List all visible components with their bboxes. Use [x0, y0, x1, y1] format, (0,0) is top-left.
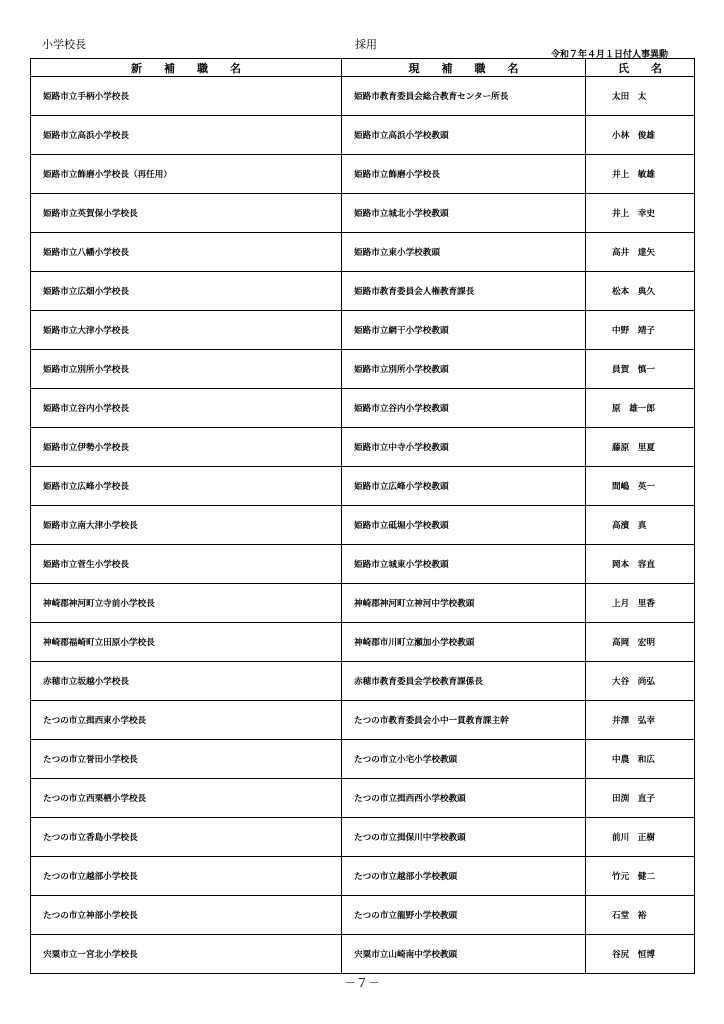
name-cell: 前川 正樹	[586, 818, 695, 857]
name-cell: 小林 俊雄	[586, 116, 695, 155]
current-post-cell: 姫路市立谷内小学校教頭	[342, 389, 586, 428]
current-post-cell: 姫路市立飾磨小学校長	[342, 155, 586, 194]
name-cell: 田渕 直子	[586, 779, 695, 818]
category-label: 小学校長	[42, 38, 86, 51]
effective-date: 令和７年４月１日付人事異動	[550, 50, 668, 60]
new-post-cell: 姫路市立広峰小学校長	[31, 467, 342, 506]
table-row	[31, 116, 695, 155]
current-post-cell: たつの市教育委員会小中一貫教育課主幹	[342, 701, 586, 740]
new-post-cell: たつの市立神部小学校長	[31, 896, 342, 935]
current-post-cell: 姫路市立城東小学校教頭	[342, 545, 586, 584]
name-cell: 原 雄一郎	[586, 389, 695, 428]
current-post-cell: 赤穂市教育委員会学校教育課係長	[342, 662, 586, 701]
current-post-cell: たつの市立揖保川中学校教頭	[342, 818, 586, 857]
current-post-cell: 神崎郡神河町立神河中学校教頭	[342, 584, 586, 623]
name-cell: 竹元 健二	[586, 857, 695, 896]
table-row	[31, 896, 695, 935]
table-row	[31, 350, 695, 389]
current-post-cell: 姫路市立砥堀小学校教頭	[342, 506, 586, 545]
name-cell: 高濱 真	[586, 506, 695, 545]
name-cell: 井澤 弘幸	[586, 701, 695, 740]
table-row	[31, 233, 695, 272]
table-row	[31, 77, 695, 116]
name-cell: 岡本 容直	[586, 545, 695, 584]
name-cell: 中農 和広	[586, 740, 695, 779]
table-row	[31, 389, 695, 428]
name-cell: 松本 典久	[586, 272, 695, 311]
current-post-cell: 姫路市教育委員会人権教育課長	[342, 272, 586, 311]
name-cell: 井上 幸史	[586, 194, 695, 233]
table-row	[31, 779, 695, 818]
new-post-cell: 姫路市立南大津小学校長	[31, 506, 342, 545]
personnel-table	[30, 58, 695, 974]
page-number: －７－	[343, 976, 380, 990]
current-post-cell: 姫路市立中寺小学校教頭	[342, 428, 586, 467]
new-post-cell: 姫路市立大津小学校長	[31, 311, 342, 350]
new-post-cell: たつの市立香島小学校長	[31, 818, 342, 857]
current-post-cell: 姫路市立広峰小学校教頭	[342, 467, 586, 506]
new-post-cell: 姫路市立手柄小学校長	[31, 77, 342, 116]
column-header-name: 氏 名	[586, 59, 695, 77]
table-header-row	[31, 59, 695, 77]
current-post-cell: 宍粟市立山崎南中学校教頭	[342, 935, 586, 974]
new-post-cell: 姫路市立高浜小学校長	[31, 116, 342, 155]
new-post-cell: 赤穂市立坂越小学校長	[31, 662, 342, 701]
table-row	[31, 272, 695, 311]
table-row	[31, 545, 695, 584]
table-row	[31, 857, 695, 896]
name-cell: 藤原 里夏	[586, 428, 695, 467]
current-post-cell: 姫路市立高浜小学校教頭	[342, 116, 586, 155]
name-cell: 中野 靖子	[586, 311, 695, 350]
new-post-cell: たつの市立西栗栖小学校長	[31, 779, 342, 818]
current-post-cell: 姫路市教育委員会総合教育センター所長	[342, 77, 586, 116]
current-post-cell: たつの市立小宅小学校教頭	[342, 740, 586, 779]
table-row	[31, 428, 695, 467]
new-post-cell: 宍粟市立一宮北小学校長	[31, 935, 342, 974]
new-post-cell: 姫路市立英賀保小学校長	[31, 194, 342, 233]
name-cell: 間嶋 英一	[586, 467, 695, 506]
new-post-cell: 神崎郡福崎町立田原小学校長	[31, 623, 342, 662]
table-row	[31, 818, 695, 857]
new-post-cell: 姫路市立別所小学校長	[31, 350, 342, 389]
column-header-new-post: 新 補 職 名	[31, 59, 342, 77]
new-post-cell: たつの市立越部小学校長	[31, 857, 342, 896]
table-row	[31, 506, 695, 545]
new-post-cell: 姫路市立谷内小学校長	[31, 389, 342, 428]
current-post-cell: 神崎郡市川町立瀬加小学校教頭	[342, 623, 586, 662]
current-post-cell: 姫路市立別所小学校教頭	[342, 350, 586, 389]
new-post-cell: たつの市立揖西東小学校長	[31, 701, 342, 740]
table-row	[31, 623, 695, 662]
name-cell: 高岡 宏明	[586, 623, 695, 662]
name-cell: 上月 里香	[586, 584, 695, 623]
name-cell: 員賀 慎一	[586, 350, 695, 389]
new-post-cell: 姫路市立飾磨小学校長（再任用）	[31, 155, 342, 194]
new-post-cell: 姫路市立伊勢小学校長	[31, 428, 342, 467]
table-row	[31, 155, 695, 194]
new-post-cell: 姫路市立菅生小学校長	[31, 545, 342, 584]
table-row	[31, 584, 695, 623]
new-post-cell: 姫路市立八幡小学校長	[31, 233, 342, 272]
appointment-type-label: 採用	[355, 38, 377, 51]
name-cell: 井上 敏雄	[586, 155, 695, 194]
name-cell: 太田 太	[586, 77, 695, 116]
new-post-cell: 姫路市立広畑小学校長	[31, 272, 342, 311]
current-post-cell: たつの市立越部小学校教頭	[342, 857, 586, 896]
name-cell: 大谷 尚弘	[586, 662, 695, 701]
table-row	[31, 467, 695, 506]
new-post-cell: 神崎郡神河町立寺前小学校長	[31, 584, 342, 623]
table-row	[31, 701, 695, 740]
current-post-cell: 姫路市立城北小学校教頭	[342, 194, 586, 233]
current-post-cell: たつの市立龍野小学校教頭	[342, 896, 586, 935]
table-row	[31, 740, 695, 779]
name-cell: 石堂 裕	[586, 896, 695, 935]
table-row	[31, 662, 695, 701]
current-post-cell: 姫路市立網干小学校教頭	[342, 311, 586, 350]
table-row	[31, 194, 695, 233]
current-post-cell: 姫路市立東小学校教頭	[342, 233, 586, 272]
new-post-cell: たつの市立誉田小学校長	[31, 740, 342, 779]
column-header-current-post: 現 補 職 名	[342, 59, 586, 77]
name-cell: 谷尻 恒博	[586, 935, 695, 974]
table-row	[31, 311, 695, 350]
table-row	[31, 935, 695, 974]
current-post-cell: たつの市立揖西西小学校教頭	[342, 779, 586, 818]
name-cell: 高井 達矢	[586, 233, 695, 272]
